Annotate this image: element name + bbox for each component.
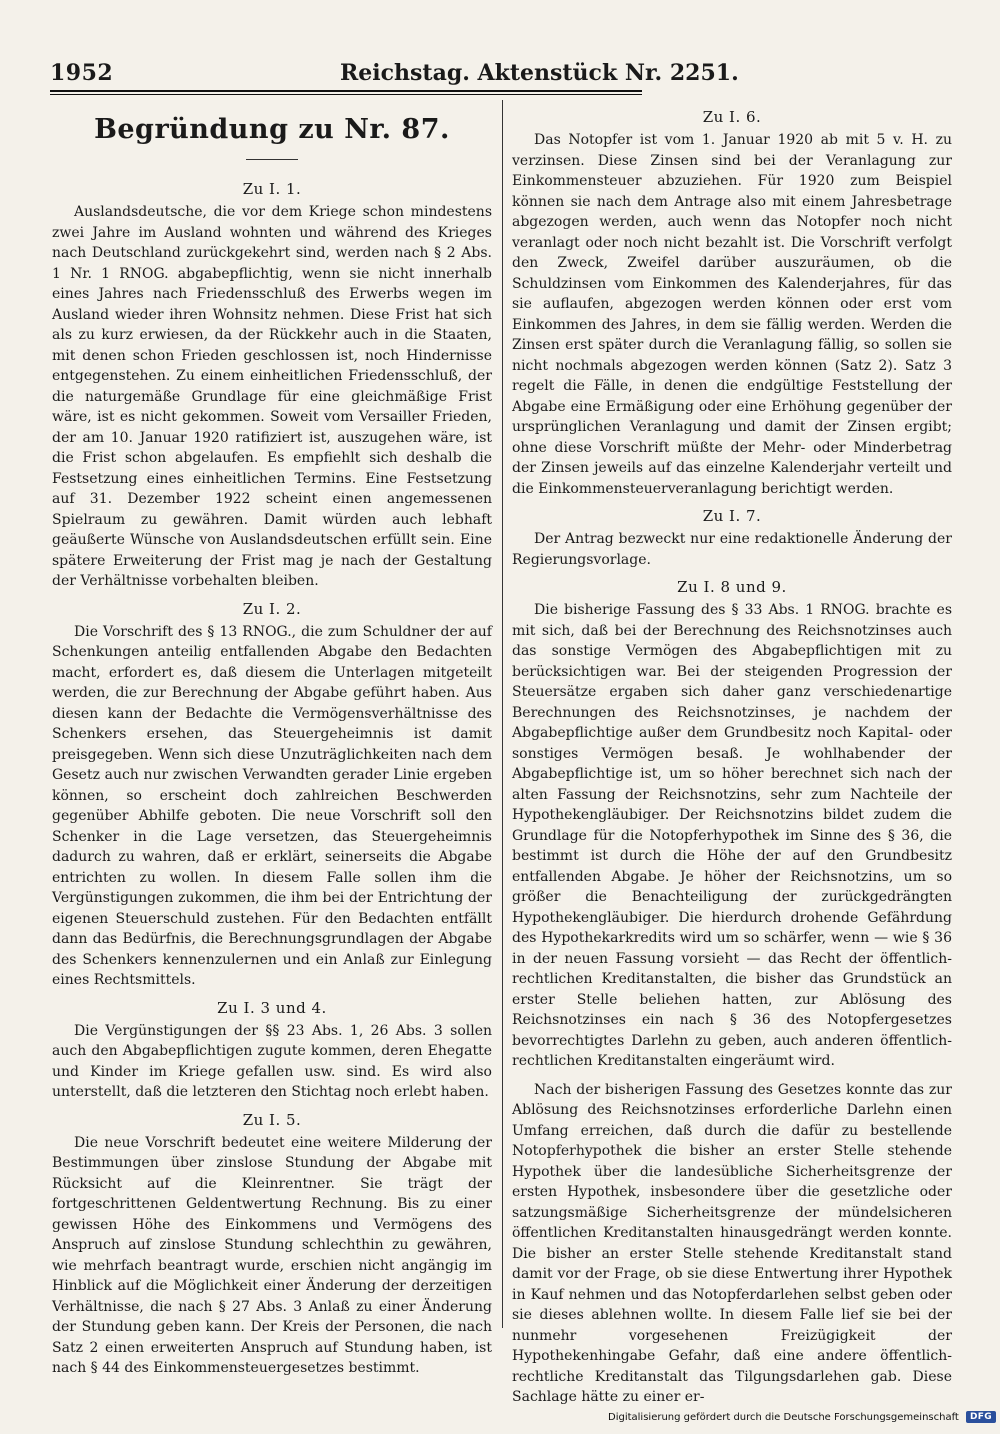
page-number: 1952 [50, 60, 114, 86]
left-column [52, 100, 492, 1376]
paragraph: Die neue Vorschrift bedeutet eine weitere Milderung der Bestimmungen über zinslose Stundung der Abgabe mit Rücksicht auf die Kleinrentner. Sie trägt der fortgeschrittenen Geldentwertung Rechnung. Bis zu einer gewissen Höhe des Einkommens und Vermögens des Anspruch auf zinslose Stundung schlechthin zu gewähren, wie mehrfach beantragt wurde, erschien nicht angängig im Hinblick auf die Möglichkeit einer Änderung der derzeitigen Verhältnisse, die nach § 27 Abs. 3 Anlaß zu einer Änderung der Stundung geben kann. Der Kreis der Personen, die nach Satz 2 einen erweiterten Anspruch auf Stundung haben, ist nach § 44 des Einkommensteuergesetzes bestimmt. [52, 1134, 492, 1376]
section-heading: Zu I. 3 und 4. [217, 998, 327, 1017]
paragraph: Auslandsdeutsche, die vor dem Kriege schon mindestens zwei Jahre im Ausland wohnten und während des Krieges nach Deutschland zurückgekehrt sind, werden nach § 2 Abs. 1 Nr. 1 RNOG. abgabepflichtig, wenn sie nicht innerhalb eines Jahres nach Friedensschluß des Erwerbs wegen im Ausland wieder ihren Wohnsitz nehmen. Diese Frist hat sich als zu kurz erwiesen, da der Rückkehr auch in die Staaten, mit denen schon Frieden geschlossen ist, noch Hindernisse entgegenstehen. Zu einem einheitlichen Friedensschluß, der die naturgemäße Grundlage für eine gleichmäßige Frist wäre, ist es nicht gekommen. Soweit vom Versailler Frieden, der am 10. Januar 1920 ratifiziert ist, auszugehen wäre, ist die Frist schon abgelaufen. Es empfiehlt sich deshalb die Festsetzung eines einheitlichen Termins. Eine Festsetzung auf 31. Dezember 1922 scheint einen angemessenen Spielraum zu gewähren. Damit würden auch lebhaft geäußerte Wünsche von Auslandsdeutschen erfüllt sein. Eine spätere Erweiterung der Frist mag je nach der Gestaltung der Verhältnisse vorbehalten bleiben. [52, 204, 492, 589]
section-heading: Zu I. 6. [702, 108, 762, 126]
paragraph: Die bisherige Fassung des § 33 Abs. 1 RNOG. brachte es mit sich, daß bei der Berechnung des Reichsnotzinses auch das sonstige Vermögen des Abgabepflichtigen mit zu berücksichtigen war. Bei der steigenden Progression der Steuersätze ergaben sich daher ganz verschiedenartige Berechnungen des Reichsnotzinses, je nachdem der Abgabepflichtige außer dem Grundbesitz noch Kapital- oder sonstiges Vermögen besaß. Je wohlhabender der Abgabepflichtige ist, um so höher berechnet sich nach der alten Fassung der Reichsnotzins, sehr zum Nachteile der Hypothekengläubiger. Der Reichsnotzins bildet zudem die Grundlage für die Notopferhypothek im Sinne des § 36, die bestimmt ist durch die Höhe der auf den Grundbesitz entfallenden Abgabe. Je höher der Reichsnotzins, um so größer die Benachteiligung der zurückgedrängten Hypothekengläubiger. Die hierdurch drohende Gefährdung des Hypothekarkredits wird um so schärfer, wenn — wie § 36 in der neuen Fassung vorsieht — das Recht der öffentlich-rechtlichen Kreditanstalten, die bisher das Grundstück an erster Stelle beliehen hatten, zur Ablösung des Reichsnotzinses ein nach § 36 des Notopfergesetzes bevorrechtigtes Darlehn zu geben, auch anderen öffentlich-rechtlichen Kreditanstalten eingeräumt wird. [512, 602, 952, 1069]
credit-text: Digitalisierung gefördert durch die Deutsche Forschungsgemeinschaft [608, 1411, 959, 1423]
section [52, 600, 492, 991]
paragraph: Das Notopfer ist vom 1. Januar 1920 ab mit 5 v. H. zu verzinsen. Diese Zinsen sind bei der Veranlagung zur Einkommensteuer abzuziehen. Für 1920 zum Beispiel können sie nach dem Antrage also mit einem Jahresbetrage abgezogen werden, auch wenn das Notopfer noch nicht veranlagt oder noch nicht bezahlt ist. Die Vorschrift verfolgt den Zweck, Zweifel darüber auszuräumen, ob die Schuldzinsen vom Einkommen des Kalenderjahres, für das sie auflaufen, abgezogen werden können oder erst vom Einkommen des Jahres, in dem sie fällig werden. Werden die Zinsen erst später durch die Veranlagung fällig, so sollen sie nicht nochmals abgezogen werden können (Satz 2). Satz 3 regelt die Fälle, in denen die endgültige Feststellung der Abgabe eine Ermäßigung oder eine Erhöhung gegenüber der ursprünglichen Veranlagung und damit der Zinsen ergibt; ohne diese Vorschrift müßte der Mehr- oder Minderbetrag der Zinsen jeweils auf das einzelne Kalenderjahr verteilt und die Einkommensteuerveranlagung berichtigt werden. [512, 132, 952, 497]
section [512, 108, 952, 499]
right-column [512, 100, 952, 1405]
section-heading: Zu I. 1. [242, 180, 302, 198]
section-heading: Zu I. 5. [242, 1110, 302, 1129]
paragraph: Die Vergünstigungen der §§ 23 Abs. 1, 26 Abs. 3 sollen auch den Abgabepflichtigen zugute kommen, deren Ehegatte und Kinder im Kriege gefallen usw. sind. Es wird also unterstellt, daß die letzteren den Stichtag noch erlebt haben. [52, 1022, 492, 1100]
page-header [50, 58, 739, 90]
section-heading: Zu I. 8 und 9. [677, 578, 787, 596]
paragraph: Der Antrag bezweckt nur eine redaktionelle Änderung der Regierungsvorlage. [512, 531, 952, 568]
section [52, 180, 492, 592]
header-rule [50, 90, 642, 95]
running-title: Reichstag. Aktenstück Nr. 2251. [340, 60, 739, 86]
document-title: Begründung zu Nr. 87. [94, 114, 450, 145]
section [52, 999, 492, 1103]
paragraph: Nach der bisherigen Fassung des Gesetzes konnte das zur Ablösung des Reichsnotzinses erforderliche Darlehn einen Umfang erreichen, daß durch die dafür zu bestellende Notopferhypothek die bisher an erster Stelle stehende Hypothek über die landesübliche Sicherheitsgrenze der ersten Hypothek, insbesondere über die gesetzliche oder satzungsmäßige Sicherheitsgrenze der mündelsicheren öffentlichen Kreditanstalten hinausgedrängt werden konnte. Die bisher an erster Stelle stehende Kreditanstalt stand damit vor der Frage, ob sie diese Entwertung ihrer Hypothek in Kauf nehmen und das Notopferdarlehen selbst geben oder sie dieses ablehnen wollte. In diesem Falle lief sie bei der nunmehr vorgesehenen Freizügigkeit der Hypothekenhingabe Gefahr, daß eine andere öffentlich-rechtliche Kreditanstalt das Tilgungsdarlehen gab. Diese Sachlage hätte zu einer er- [512, 1081, 952, 1405]
column-divider [502, 100, 503, 1328]
section-heading: Zu I. 7. [702, 507, 762, 525]
section [512, 578, 952, 1408]
digitization-credit [608, 1411, 992, 1429]
section [52, 1111, 492, 1379]
paragraph: Die Vorschrift des § 13 RNOG., die zum Schuldner der auf Schenkungen anteilig entfallenden Abgabe den Bedachten macht, erfordert es, daß diesem die Unterlagen mitgeteilt werden, die zur Berechnung der Abgabe geführt haben. Aus diesen kann der Bedachte die Vermögensverhältnisse des Schenkers ersehen, das Steuergeheimnis ist damit preisgegeben. Wenn sich diese Unzuträglichkeiten nach dem Gesetz auch nur zwischen Verwandten gerader Linie ergeben können, so erscheint doch zahlreichen Beschwerden gegenüber Abhilfe geboten. Die neue Vorschrift soll den Schenker in die Lage versetzen, das Steuergeheimnis dadurch zu wahren, daß er erklärt, seinerseits die Abgabe entrichten zu wollen. In diesem Falle sollen ihm die Vergünstigungen zukommen, die ihm bei der Entrichtung der eigenen Steuerschuld zustehen. Für den Bedachten entfällt dann das Bedürfnis, die Berechnungsgrundlagen der Abgabe des Schenkers kennenzulernen und ein Anlaß zur Einlegung eines Rechtsmittels. [52, 623, 492, 988]
title-rule [246, 159, 298, 160]
section-heading: Zu I. 2. [242, 599, 302, 618]
dfg-logo-icon: DFG [966, 1411, 996, 1423]
section [512, 507, 952, 570]
